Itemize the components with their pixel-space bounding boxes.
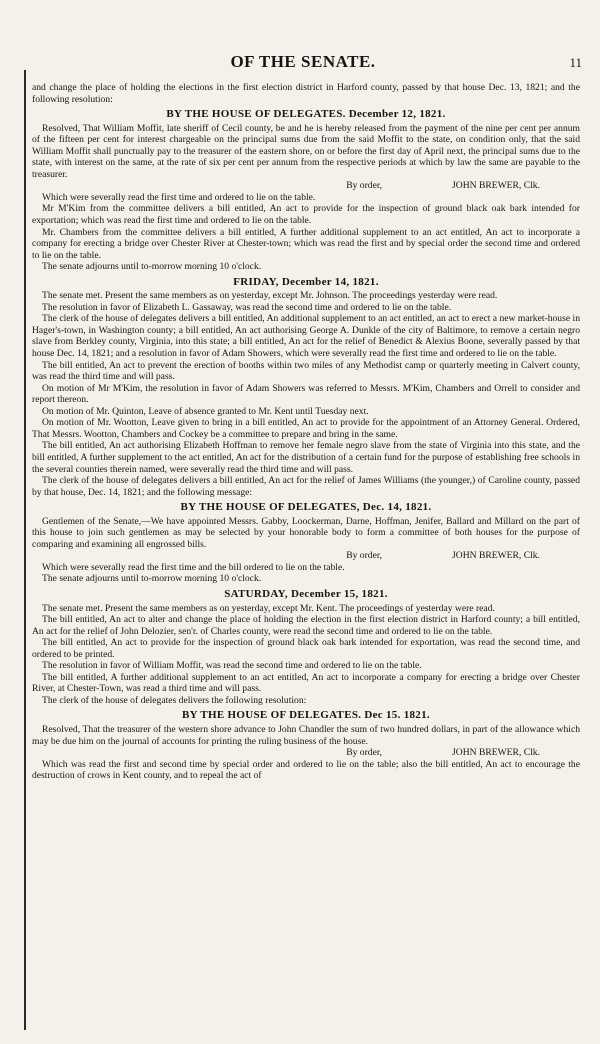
paragraph: The bill entitled, A further additional supplement to an act entitled, An act to incorporate a company for erecting a bridge over Chester River, at Chester-Town, was read a third time and will pass. [32, 671, 580, 695]
signature-line: By order, JOHN BREWER, Clk. [346, 180, 540, 192]
paragraph-continuation: and change the place of holding the elections in the first election district in Harford county, passed by that house Dec. 13, 1821; and the following resolution: [32, 82, 580, 105]
paragraph: The bill entitled, An act authorising Elizabeth Hoffman to remove her female negro slave from the state of Virginia into this state, and the bill entitled, A further supplement to the act entitled, An act for the distribution of a certain fund for the purpose of establishing free schools in the several counties therein named, were severally read the third time and will pass. [32, 440, 580, 475]
paragraph: The bill entitled, An act to alter and change the place of holding the election in the first election district in Harford county; a bill entitled, An act for the relief of John Delozier, sen'r. of Charles county, were read the second time and ordered to lie on the table. [32, 614, 580, 637]
paragraph: The clerk of the house of delegates delivers a bill entitled, An act for the relief of James Williams (the younger,) of Caroline county, passed by that house, Dec. 14, 1821; and the following message: [32, 475, 580, 498]
paragraph: The clerk of the house of delegates delivers the following resolution: [42, 694, 307, 706]
body-text [32, 82, 580, 782]
page-number: 11 [569, 55, 582, 70]
signature-line: By order, JOHN BREWER, Clk. [346, 550, 540, 562]
paragraph: Which were severally read the first time and ordered to lie on the table. [42, 191, 316, 203]
paragraph: The senate met. Present the same members as on yesterday, except Mr. Johnson. The proceedings yesterday were read. [42, 290, 498, 302]
message-heading: BY THE HOUSE OF DELEGATES. Dec 15. 1821. [182, 709, 430, 722]
signature-line: By order, JOHN BREWER, Clk. [346, 747, 540, 759]
resolution-paragraph: Resolved, That the treasurer of the western shore advance to John Chandler the sum of two hundred dollars, in part of the allowance which may be due him on the journal of accounts for printing the ruling business of the house. [32, 723, 580, 747]
paragraph: Mr. Chambers from the committee delivers a bill entitled, A further additional supplement to an act entitled, An act to incorporate a company for erecting a bridge over Chester River at Chester-town; which was read the first and by special order the second time and ordered to lie on the table. [32, 226, 580, 261]
document-page [18, 0, 588, 1044]
paragraph: On motion of Mr. Quinton, Leave of absence granted to Mr. Kent until Tuesday next. [42, 405, 369, 417]
day-heading: FRIDAY, December 14, 1821. [233, 275, 379, 288]
paragraph: The clerk of the house of delegates delivers a bill entitled, An additional supplement to an act entitled, an act to erect a new market-house in Hager's-town, in Washington county; a bill entitled, An act authorising George A. Dunkle of the city of Baltimore, to remove a certain negro slave from Berkley county, Virginia, into this state; a bill entitled, An act for the relief of Benedict & Alexius Boone, severally passed by that house Dec. 14, 1821; and a resolution in favor of Adam Showers, which were severally read the first time and ordered to lie on the table. [32, 313, 580, 360]
paragraph: The senate adjourns until to-morrow morning 10 o'clock. [42, 261, 262, 273]
running-title: OF THE SENATE. [230, 52, 376, 71]
paragraph: The senate met. Present the same members as on yesterday, except Mr. Kent. The proceedings of yesterday were read. [42, 602, 495, 614]
paragraph: The bill entitled, An act to prevent the erection of booths within two miles of any Methodist camp or quarterly meeting in Calvert county, was read the third time and will pass. [32, 359, 580, 383]
paragraph: Which were severally read the first time and the bill ordered to lie on the table. [42, 561, 345, 573]
page-header [18, 52, 588, 78]
resolution-paragraph: Resolved, That William Moffit, late sheriff of Cecil county, be and he is hereby released from the payment of the nine per cent per annum of the fifteen per cent for interest chargeable on the principal sums due from the said Moffit to the state, on condition only, that the said William Moffit shall punctually pay to the treasurer of the eastern shore, on or before the first day of April next, the principal sums due to the state, with interest on the same, at the rate of six per cent per annum from the respective periods at which by law the same are payable to the treasurer. [32, 122, 580, 180]
paragraph: The senate adjourns until to-morrow morning 10 o'clock. [42, 573, 262, 585]
paragraph: Mr M'Kim from the committee delivers a bill entitled, An act to provide for the inspection of ground black oak bark intended for exportation; which was read the first time and ordered to lie on the table. [32, 203, 580, 227]
message-paragraph: Gentlemen of the Senate,—We have appointed Messrs. Gabby, Loockerman, Darne, Hoffman, Jenifer, Ballard and Millard on the part of this house to join such gentlemen as may be selected by your honorable body to form a committee of both houses for the purpose of comparing and examining all engrossed bills. [32, 515, 580, 550]
paragraph: The resolution in favor of Elizabeth L. Gassaway, was read the second time and ordered to lie on the table. [42, 301, 452, 313]
paragraph: On motion of Mr. Wootton, Leave given to bring in a bill entitled, An act to provide for the appointment of an Attorney General. Ordered, That Messrs. Wootton, Chambers and Cockey be a committee to prepare and bring in the same. [32, 417, 580, 440]
paragraph: The bill entitled, An act to provide for the inspection of ground black oak bark intended for exportation, was read the second time, and ordered to be printed. [32, 637, 580, 660]
paragraph: The resolution in favor of William Moffit, was read the second time and ordered to lie on the table. [42, 660, 422, 672]
binding-rule [24, 70, 26, 1030]
message-heading: BY THE HOUSE OF DELEGATES, Dec. 14, 1821. [180, 501, 432, 514]
paragraph-continued: Which was read the first and second time by special order and ordered to lie on the table; also the bill entitled, An act to encourage the destruction of crows in Kent county, and to repeal the act of [32, 758, 580, 782]
paragraph: On motion of Mr M'Kim, the resolution in favor of Adam Showers was referred to Messrs. M'Kim, Chambers and Orrell to consider and report thereon. [32, 382, 580, 406]
day-heading: SATURDAY, December 15, 1821. [224, 587, 388, 600]
message-heading: BY THE HOUSE OF DELEGATES. December 12, 1821. [166, 108, 446, 121]
